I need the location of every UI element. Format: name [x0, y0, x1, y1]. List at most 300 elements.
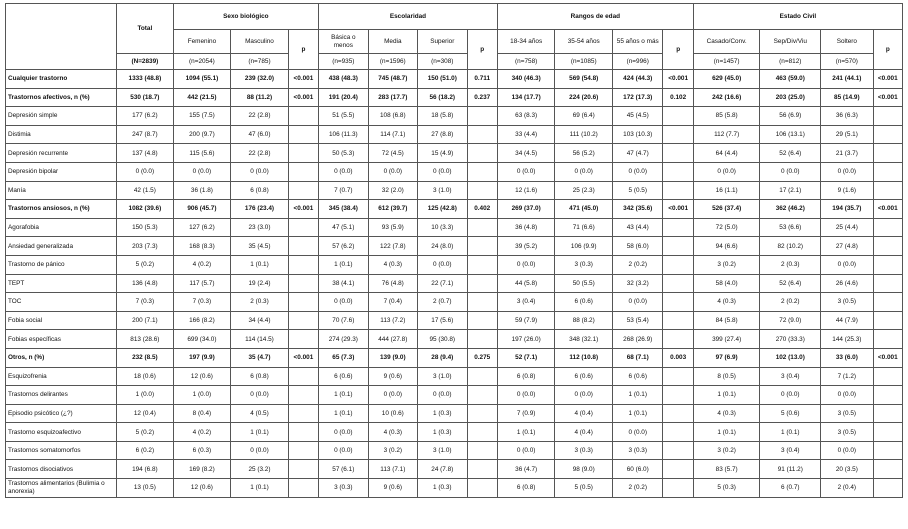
table-cell: 224 (20.6)	[555, 88, 613, 107]
table-cell: 463 (59.0)	[760, 70, 821, 89]
table-cell: 85 (5.8)	[693, 107, 760, 126]
table-cell: 8 (0.4)	[173, 404, 231, 423]
table-cell: <0.001	[288, 70, 318, 89]
table-cell	[467, 460, 497, 479]
p-header: p	[663, 30, 693, 70]
table-cell	[663, 107, 693, 126]
table-cell: 348 (32.1)	[555, 330, 613, 349]
table-cell	[288, 162, 318, 181]
table-cell: 3 (1.0)	[418, 367, 467, 386]
table-cell: 0.402	[467, 200, 497, 219]
table-cell: 88 (8.2)	[555, 311, 613, 330]
table-cell: 51 (5.5)	[319, 107, 368, 126]
table-cell: 438 (48.3)	[319, 70, 368, 89]
table-cell	[288, 181, 318, 200]
table-cell: 12 (0.6)	[173, 479, 231, 498]
table-cell: 0 (0.0)	[760, 162, 821, 181]
table-cell: 3 (0.5)	[821, 404, 874, 423]
n-label: (n=1085)	[555, 54, 613, 70]
table-cell: 424 (44.3)	[613, 70, 663, 89]
total-header: Total	[117, 4, 174, 54]
table-cell	[663, 423, 693, 442]
table-cell: 0 (0.0)	[231, 441, 289, 460]
table-cell	[873, 125, 902, 144]
sexo-group-header: Sexo biológico	[173, 4, 318, 30]
sub-header: Soltero	[821, 30, 874, 54]
table-row	[6, 423, 903, 442]
table-cell: 34 (4.5)	[497, 144, 555, 163]
table-cell: 6 (0.8)	[231, 181, 289, 200]
row-label: Ansiedad generalizada	[6, 237, 117, 256]
table-cell: 0 (0.0)	[821, 441, 874, 460]
table-cell: 0 (0.0)	[497, 441, 555, 460]
table-cell	[288, 125, 318, 144]
table-cell: 1 (0.0)	[117, 386, 174, 405]
table-cell: 342 (35.6)	[613, 200, 663, 219]
table-cell	[663, 293, 693, 312]
table-cell: 155 (7.5)	[173, 107, 231, 126]
table-cell: 113 (7.2)	[368, 311, 417, 330]
table-cell	[467, 311, 497, 330]
table-cell: 98 (9.0)	[555, 460, 613, 479]
table-cell	[467, 218, 497, 237]
table-cell: 345 (38.4)	[319, 200, 368, 219]
table-cell	[873, 460, 902, 479]
table-cell: 0 (0.0)	[418, 255, 467, 274]
table-cell: 106 (9.9)	[555, 237, 613, 256]
table-cell: 0 (0.0)	[693, 162, 760, 181]
n-total: (N=2839)	[117, 54, 174, 70]
table-cell	[663, 125, 693, 144]
row-label: Distimia	[6, 125, 117, 144]
table-cell: 47 (5.1)	[319, 218, 368, 237]
table-cell: 699 (34.0)	[173, 330, 231, 349]
table-cell: 1 (0.1)	[693, 386, 760, 405]
table-row	[6, 330, 903, 349]
table-cell: 200 (9.7)	[173, 125, 231, 144]
table-cell	[288, 404, 318, 423]
table-cell: 3 (0.3)	[555, 441, 613, 460]
table-cell: 139 (9.0)	[368, 348, 417, 367]
table-cell: 26 (4.6)	[821, 274, 874, 293]
table-cell	[873, 107, 902, 126]
table-cell: 72 (4.5)	[368, 144, 417, 163]
table-cell	[663, 237, 693, 256]
table-row	[6, 237, 903, 256]
table-cell: 24 (7.8)	[418, 460, 467, 479]
table-cell: 114 (7.1)	[368, 125, 417, 144]
table-cell: 36 (4.7)	[497, 460, 555, 479]
table-cell: 27 (4.8)	[821, 237, 874, 256]
table-cell: 169 (8.2)	[173, 460, 231, 479]
table-cell: 2 (0.2)	[613, 255, 663, 274]
table-cell	[288, 311, 318, 330]
table-cell: 112 (7.7)	[693, 125, 760, 144]
table-cell	[873, 293, 902, 312]
table-cell: 0.711	[467, 70, 497, 89]
table-cell: 52 (7.1)	[497, 348, 555, 367]
table-cell: 0.102	[663, 88, 693, 107]
table-cell	[873, 441, 902, 460]
table-cell: 0.275	[467, 348, 497, 367]
table-cell: 7 (0.4)	[368, 293, 417, 312]
table-cell: 4 (0.3)	[693, 404, 760, 423]
table-cell: 0 (0.0)	[497, 386, 555, 405]
table-cell: 4 (0.3)	[368, 423, 417, 442]
table-cell: 0 (0.0)	[821, 255, 874, 274]
table-cell: 1 (0.1)	[319, 255, 368, 274]
row-label: Manía	[6, 181, 117, 200]
table-cell	[467, 162, 497, 181]
table-cell: 113 (7.1)	[368, 460, 417, 479]
table-cell: 1333 (48.8)	[117, 70, 174, 89]
table-cell: 10 (0.6)	[368, 404, 417, 423]
table-cell: 0 (0.0)	[821, 162, 874, 181]
table-row	[6, 404, 903, 423]
table-cell: <0.001	[663, 200, 693, 219]
table-cell: 526 (37.4)	[693, 200, 760, 219]
table-cell: 12 (0.4)	[117, 404, 174, 423]
sub-header: 55 años o más	[613, 30, 663, 54]
sub-header: Superior	[418, 30, 467, 54]
n-label: (n=758)	[497, 54, 555, 70]
prevalence-table	[5, 3, 903, 498]
table-cell	[288, 274, 318, 293]
table-cell	[288, 423, 318, 442]
table-cell: 5 (0.6)	[760, 404, 821, 423]
table-cell: 6 (0.6)	[555, 293, 613, 312]
table-cell	[663, 441, 693, 460]
row-label: Trastornos somatomorfos	[6, 441, 117, 460]
table-cell: 612 (39.7)	[368, 200, 417, 219]
p-header: p	[288, 30, 318, 70]
table-cell: 8 (0.5)	[693, 367, 760, 386]
table-cell: 82 (10.2)	[760, 237, 821, 256]
table-row	[6, 386, 903, 405]
table-cell: 103 (10.3)	[613, 125, 663, 144]
table-cell: 32 (3.2)	[613, 274, 663, 293]
table-cell: 13 (0.5)	[117, 479, 174, 498]
row-label: Esquizofrenia	[6, 367, 117, 386]
table-row	[6, 460, 903, 479]
table-cell	[663, 311, 693, 330]
table-cell: 7 (1.2)	[821, 367, 874, 386]
table-cell: 52 (6.4)	[760, 144, 821, 163]
table-cell: 906 (45.7)	[173, 200, 231, 219]
n-label: (n=2054)	[173, 54, 231, 70]
table-cell: 94 (6.6)	[693, 237, 760, 256]
table-cell: 125 (42.8)	[418, 200, 467, 219]
row-label: Fobia social	[6, 311, 117, 330]
table-cell: 0 (0.0)	[821, 386, 874, 405]
table-row	[6, 107, 903, 126]
table-cell: 56 (18.2)	[418, 88, 467, 107]
table-cell: 0 (0.0)	[613, 162, 663, 181]
table-cell: 3 (1.0)	[418, 441, 467, 460]
table-cell	[288, 255, 318, 274]
table-cell: <0.001	[288, 348, 318, 367]
table-cell: 95 (30.8)	[418, 330, 467, 349]
table-cell: 63 (8.3)	[497, 107, 555, 126]
table-cell: 0 (0.0)	[368, 386, 417, 405]
table-cell: 1 (0.1)	[497, 423, 555, 442]
table-cell: 269 (37.0)	[497, 200, 555, 219]
table-cell: <0.001	[873, 70, 902, 89]
row-label: Fobias específicas	[6, 330, 117, 349]
table-cell: 2 (0.4)	[821, 479, 874, 498]
table-cell: 0 (0.0)	[497, 162, 555, 181]
row-label: Trastornos ansiosos, n (%)	[6, 200, 117, 219]
sub-header: Masculino	[231, 30, 289, 54]
n-label: (n=1596)	[368, 54, 417, 70]
table-cell: 50 (5.3)	[319, 144, 368, 163]
table-cell: 91 (11.2)	[760, 460, 821, 479]
table-cell: 71 (6.6)	[555, 218, 613, 237]
table-cell	[467, 181, 497, 200]
table-cell: 166 (8.2)	[173, 311, 231, 330]
table-cell: 197 (26.0)	[497, 330, 555, 349]
table-cell: 47 (6.0)	[231, 125, 289, 144]
row-label: Depresión bipolar	[6, 162, 117, 181]
civil-group-header: Estado Civil	[693, 4, 902, 30]
table-cell: 4 (0.4)	[555, 423, 613, 442]
table-cell: 5 (0.2)	[117, 423, 174, 442]
table-cell	[663, 255, 693, 274]
table-cell: 2 (0.3)	[231, 293, 289, 312]
table-cell: 34 (4.4)	[231, 311, 289, 330]
table-cell: 1 (0.1)	[319, 386, 368, 405]
table-cell: 16 (1.1)	[693, 181, 760, 200]
table-cell: 39 (5.2)	[497, 237, 555, 256]
table-cell: 1 (0.1)	[231, 479, 289, 498]
table-cell: 3 (0.4)	[760, 441, 821, 460]
table-cell: 112 (10.8)	[555, 348, 613, 367]
table-cell: 83 (5.7)	[693, 460, 760, 479]
p-header: p	[467, 30, 497, 70]
table-cell: 106 (11.3)	[319, 125, 368, 144]
table-cell: 5 (0.3)	[693, 479, 760, 498]
row-label: Episodio psicótico (¿?)	[6, 404, 117, 423]
table-cell: 53 (6.6)	[760, 218, 821, 237]
table-cell: 530 (18.7)	[117, 88, 174, 107]
table-cell: 1 (0.1)	[613, 386, 663, 405]
table-cell: 1 (0.3)	[418, 479, 467, 498]
table-cell: 70 (7.6)	[319, 311, 368, 330]
row-label: Trastornos alimentarios (Bulimia o anorexia)	[6, 479, 117, 498]
table-cell: 7 (0.9)	[497, 404, 555, 423]
table-cell: 6 (0.8)	[231, 367, 289, 386]
table-row	[6, 274, 903, 293]
table-cell	[467, 330, 497, 349]
table-cell: 115 (5.6)	[173, 144, 231, 163]
table-cell: 69 (6.4)	[555, 107, 613, 126]
table-cell: 6 (0.3)	[173, 441, 231, 460]
table-cell: 97 (6.9)	[693, 348, 760, 367]
table-cell: 242 (16.6)	[693, 88, 760, 107]
table-cell: 93 (5.9)	[368, 218, 417, 237]
table-cell: 4 (0.2)	[173, 423, 231, 442]
table-cell: 9 (0.6)	[368, 479, 417, 498]
table-cell	[873, 144, 902, 163]
table-cell: 0 (0.0)	[117, 162, 174, 181]
table-cell: 7 (0.3)	[173, 293, 231, 312]
table-cell: 56 (6.9)	[760, 107, 821, 126]
row-label: Trastornos afectivos, n (%)	[6, 88, 117, 107]
table-cell: 76 (4.8)	[368, 274, 417, 293]
table-cell: 6 (0.6)	[319, 367, 368, 386]
table-cell: 12 (1.6)	[497, 181, 555, 200]
table-row	[6, 162, 903, 181]
table-cell: 629 (45.0)	[693, 70, 760, 89]
row-label: TEPT	[6, 274, 117, 293]
table-cell	[873, 255, 902, 274]
table-cell: 22 (2.8)	[231, 107, 289, 126]
table-cell: 194 (35.7)	[821, 200, 874, 219]
table-cell: 3 (0.3)	[555, 255, 613, 274]
table-cell: 0 (0.0)	[173, 162, 231, 181]
table-cell: 18 (5.8)	[418, 107, 467, 126]
sub-header: 18-34 años	[497, 30, 555, 54]
table-cell: 9 (1.6)	[821, 181, 874, 200]
table-cell: 0.003	[663, 348, 693, 367]
table-cell: 1 (0.1)	[231, 423, 289, 442]
table-cell: 239 (32.0)	[231, 70, 289, 89]
table-cell: 28 (9.4)	[418, 348, 467, 367]
table-cell: 52 (6.4)	[760, 274, 821, 293]
table-cell	[663, 274, 693, 293]
table-row	[6, 218, 903, 237]
sub-header: Básica o menos	[319, 30, 368, 54]
table-cell: 3 (1.0)	[418, 181, 467, 200]
table-cell: 84 (5.8)	[693, 311, 760, 330]
table-cell: 4 (0.5)	[231, 404, 289, 423]
table-cell: 0 (0.0)	[497, 255, 555, 274]
row-label: Agorafobia	[6, 218, 117, 237]
table-cell: 203 (25.0)	[760, 88, 821, 107]
table-cell: 150 (5.3)	[117, 218, 174, 237]
table-cell: 127 (6.2)	[173, 218, 231, 237]
row-label: Trastornos disociativos	[6, 460, 117, 479]
table-cell	[873, 404, 902, 423]
table-cell: 1082 (39.6)	[117, 200, 174, 219]
table-cell: 6 (0.7)	[760, 479, 821, 498]
table-cell: 33 (4.4)	[497, 125, 555, 144]
table-cell: 0 (0.0)	[760, 386, 821, 405]
table-cell: 27 (8.8)	[418, 125, 467, 144]
table-cell: 0 (0.0)	[418, 386, 467, 405]
table-cell	[467, 293, 497, 312]
table-cell	[873, 367, 902, 386]
table-cell: 1 (0.0)	[173, 386, 231, 405]
table-cell	[467, 404, 497, 423]
table-cell: 114 (14.5)	[231, 330, 289, 349]
table-cell	[663, 386, 693, 405]
table-cell: 1 (0.1)	[613, 404, 663, 423]
table-cell: 3 (0.3)	[319, 479, 368, 498]
table-cell: 58 (6.0)	[613, 237, 663, 256]
n-label: (n=935)	[319, 54, 368, 70]
table-cell: 813 (28.6)	[117, 330, 174, 349]
table-cell: 65 (7.3)	[319, 348, 368, 367]
table-cell: 270 (33.3)	[760, 330, 821, 349]
n-label: (n=812)	[760, 54, 821, 70]
table-cell: 444 (27.8)	[368, 330, 417, 349]
corner-cell	[6, 4, 117, 70]
table-row	[6, 181, 903, 200]
n-label: (n=785)	[231, 54, 289, 70]
table-cell: 9 (0.6)	[368, 367, 417, 386]
table-cell: 134 (17.7)	[497, 88, 555, 107]
table-cell: 3 (0.2)	[693, 255, 760, 274]
table-row	[6, 125, 903, 144]
table-cell: 20 (3.5)	[821, 460, 874, 479]
table-cell: 25 (4.4)	[821, 218, 874, 237]
table-cell: 7 (0.7)	[319, 181, 368, 200]
table-cell: 2 (0.2)	[760, 293, 821, 312]
table-cell: 102 (13.0)	[760, 348, 821, 367]
p-header: p	[873, 30, 902, 70]
table-cell	[288, 107, 318, 126]
table-row	[6, 479, 903, 498]
table-row	[6, 88, 903, 107]
table-cell: 0 (0.0)	[613, 293, 663, 312]
table-cell: 10 (3.3)	[418, 218, 467, 237]
table-cell: <0.001	[663, 70, 693, 89]
table-cell: 0 (0.0)	[613, 423, 663, 442]
edad-group-header: Rangos de edad	[497, 4, 693, 30]
table-cell	[873, 181, 902, 200]
table-cell	[288, 441, 318, 460]
table-cell: 569 (54.8)	[555, 70, 613, 89]
table-cell: 5 (0.5)	[613, 181, 663, 200]
table-cell: 59 (7.9)	[497, 311, 555, 330]
table-cell: 17 (5.6)	[418, 311, 467, 330]
table-cell	[873, 330, 902, 349]
row-label: TOC	[6, 293, 117, 312]
table-cell	[663, 404, 693, 423]
table-cell: 7 (0.3)	[117, 293, 174, 312]
sub-header: Casado/Conv.	[693, 30, 760, 54]
table-cell: 32 (2.0)	[368, 181, 417, 200]
table-cell	[467, 367, 497, 386]
table-cell: 44 (7.9)	[821, 311, 874, 330]
row-label: Trastornos delirantes	[6, 386, 117, 405]
table-cell: 24 (8.0)	[418, 237, 467, 256]
table-cell: 1 (0.1)	[693, 423, 760, 442]
table-cell: 136 (4.8)	[117, 274, 174, 293]
table-cell: 45 (4.5)	[613, 107, 663, 126]
table-cell: 4 (0.3)	[368, 255, 417, 274]
table-cell: 1 (0.1)	[231, 255, 289, 274]
table-cell: 168 (8.3)	[173, 237, 231, 256]
table-cell: 200 (7.1)	[117, 311, 174, 330]
table-row	[6, 255, 903, 274]
table-cell	[663, 181, 693, 200]
table-cell: 203 (7.3)	[117, 237, 174, 256]
table-cell: 88 (11.2)	[231, 88, 289, 107]
table-cell: 50 (5.5)	[555, 274, 613, 293]
table-cell: <0.001	[288, 88, 318, 107]
table-cell: 177 (6.2)	[117, 107, 174, 126]
row-label: Depresión simple	[6, 107, 117, 126]
table-cell	[663, 144, 693, 163]
row-label: Depresión recurrente	[6, 144, 117, 163]
table-cell: <0.001	[873, 200, 902, 219]
table-cell: <0.001	[873, 88, 902, 107]
sub-header: 35-54 años	[555, 30, 613, 54]
table-cell: 5 (0.5)	[555, 479, 613, 498]
n-label: (n=996)	[613, 54, 663, 70]
